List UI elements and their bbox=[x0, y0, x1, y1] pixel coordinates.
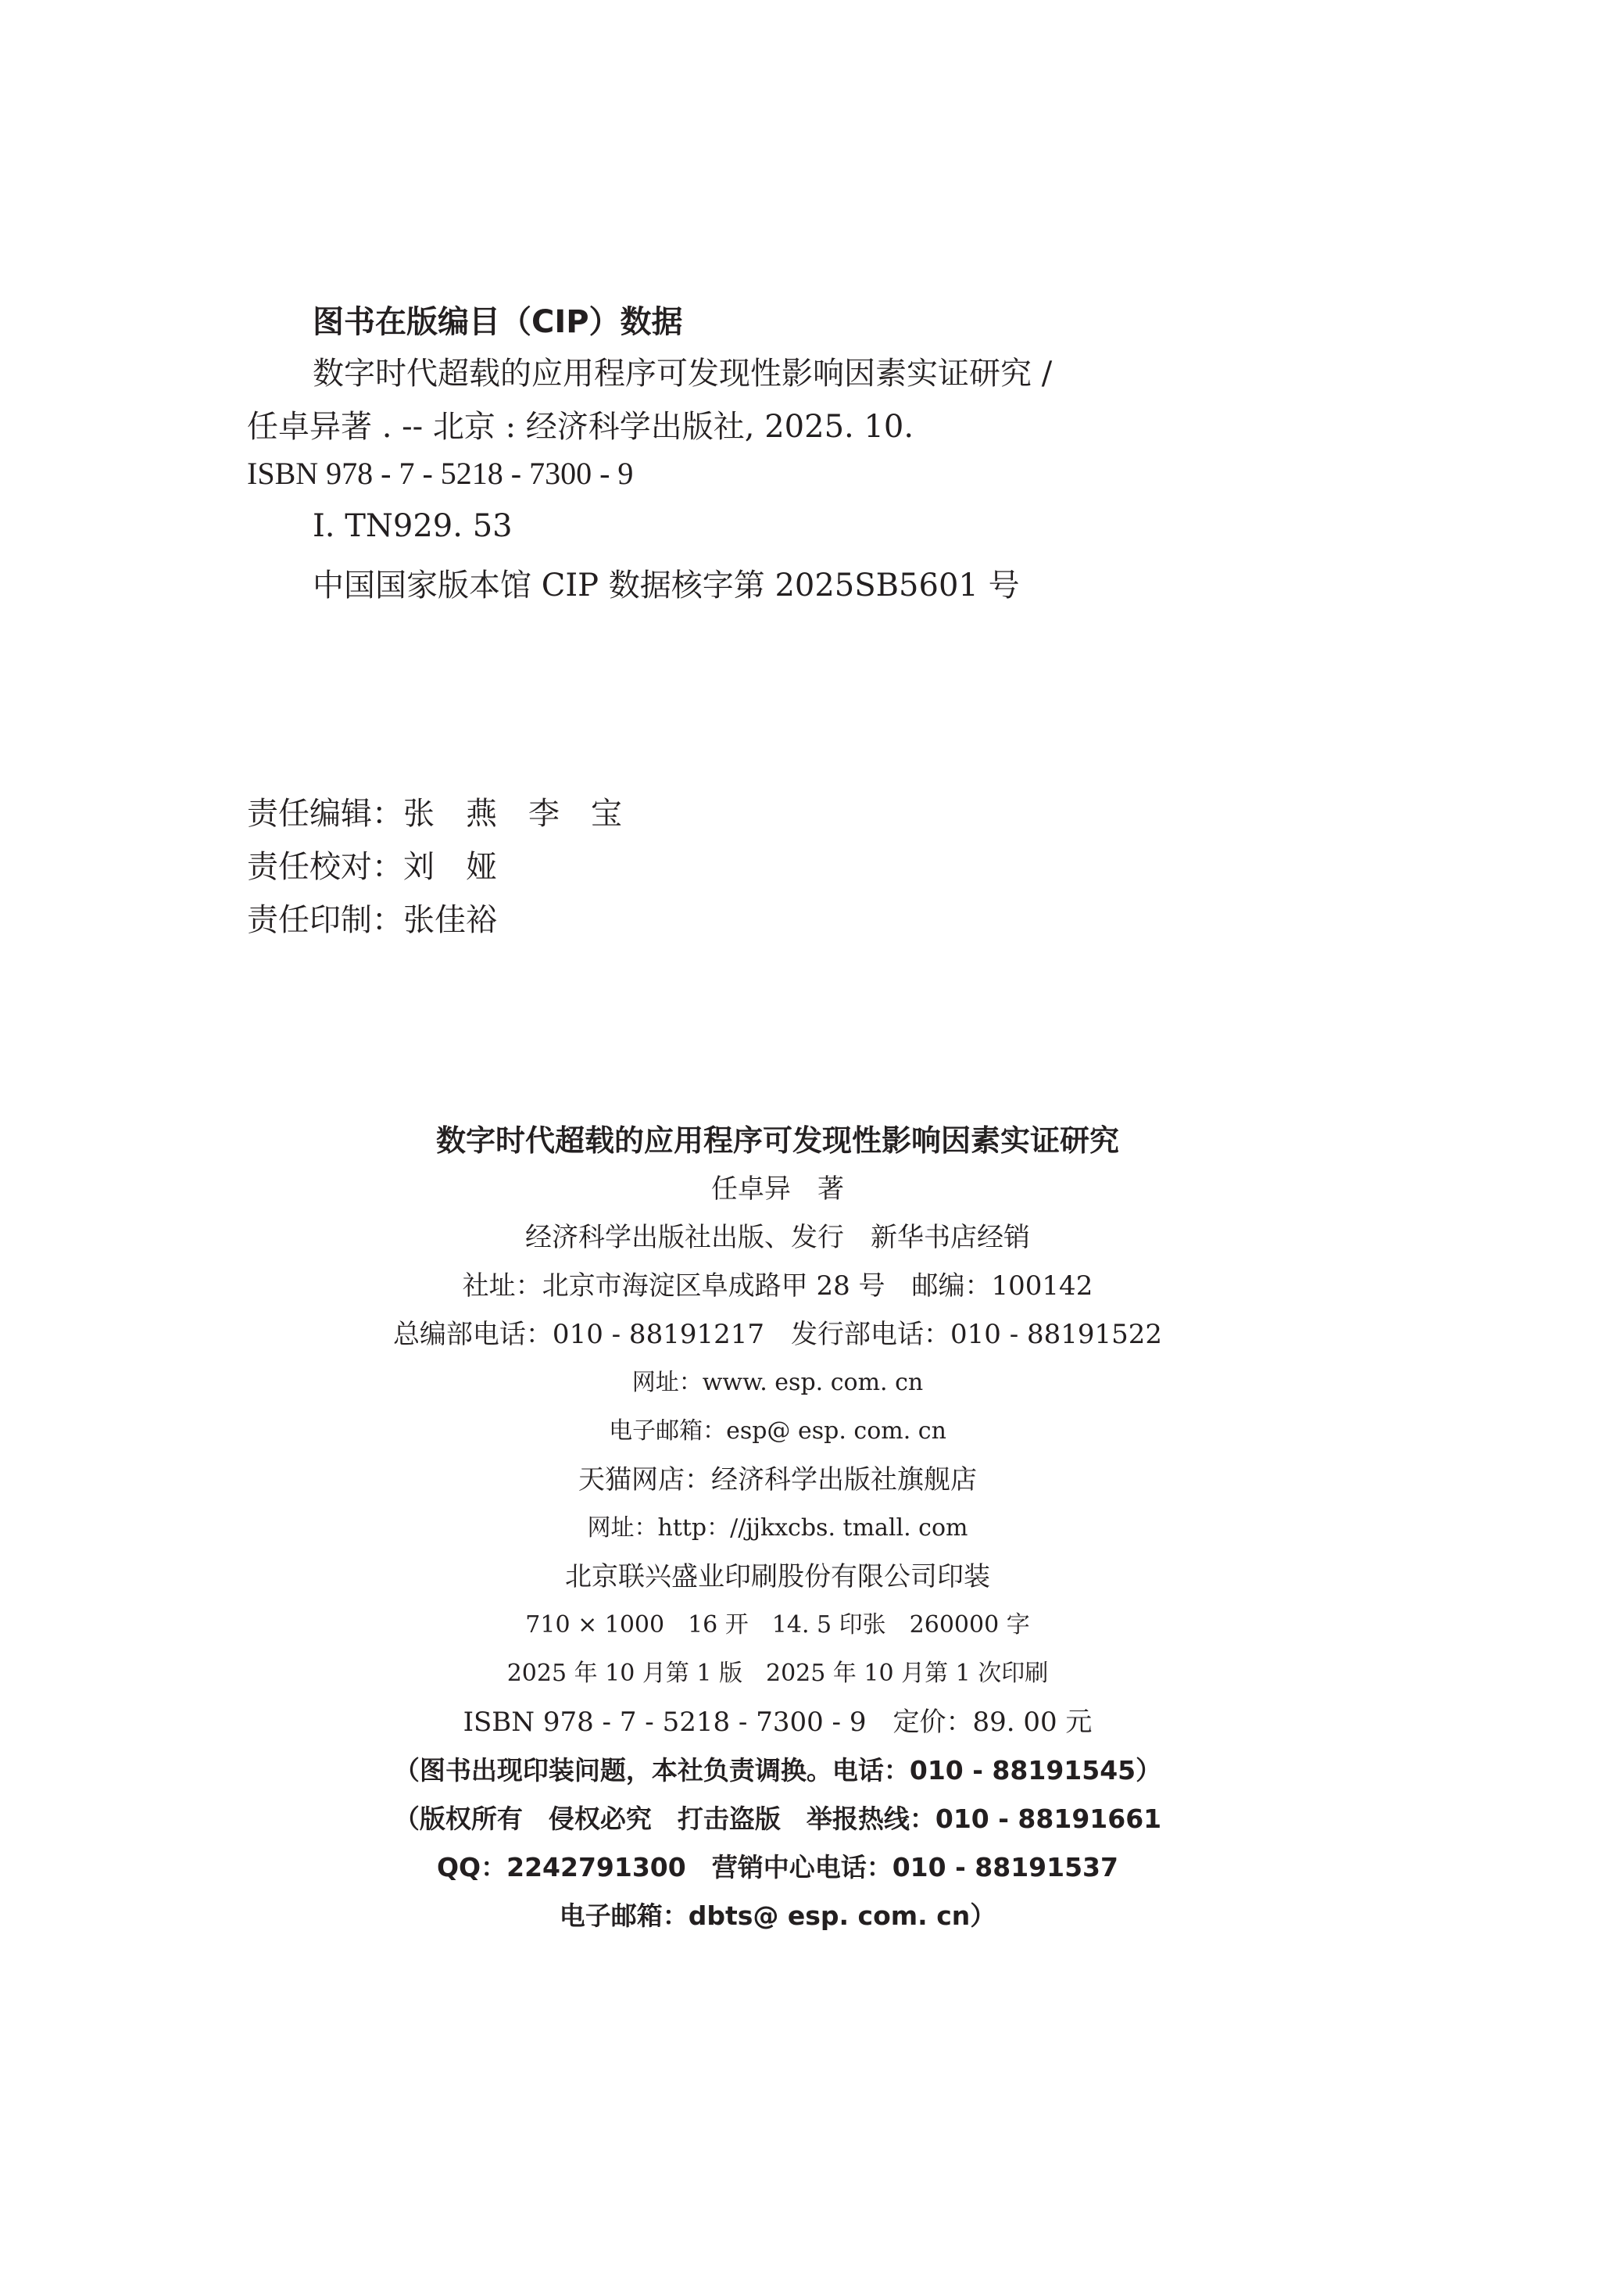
colophon-printer: 北京联兴盛业印刷股份有限公司印装 bbox=[565, 1561, 990, 1592]
responsible-proofreader-names: 刘 娅 bbox=[403, 849, 497, 885]
cip-isbn-line: ISBN 978 - 7 - 5218 - 7300 - 9 bbox=[247, 456, 634, 491]
colophon-tmall-store: 天猫网店：经济科学出版社旗舰店 bbox=[578, 1464, 977, 1495]
colophon-notice-qq: QQ：2242791300 营销中心电话：010 - 88191537 bbox=[437, 1852, 1118, 1882]
cip-author-line: 任卓异著 . -- 北京 : 经济科学出版社, 2025. 10. bbox=[247, 409, 914, 445]
cip-heading: 图书在版编目（CIP）数据 bbox=[313, 304, 683, 340]
responsible-proofreader-label: 责任校对： bbox=[247, 849, 403, 885]
colophon-notice-copyright: （版权所有 侵权必究 打击盗版 举报热线：010 - 88191661 bbox=[393, 1804, 1162, 1834]
colophon-phones: 总编部电话：010 - 88191217 发行部电话：010 - 88191522 bbox=[392, 1319, 1163, 1350]
colophon bbox=[0, 1116, 1555, 1940]
colophon-title: 数字时代超载的应用程序可发现性影响因素实证研究 bbox=[435, 1123, 1119, 1158]
responsible-editors-names: 张 燕 李 宝 bbox=[403, 796, 622, 832]
colophon-publisher: 经济科学出版社出版、发行 新华书店经销 bbox=[525, 1222, 1030, 1253]
responsible-editors bbox=[247, 789, 622, 833]
colophon-format: 710 × 1000 16 开 14. 5 印张 260000 字 bbox=[525, 1611, 1030, 1639]
cip-title-line: 数字时代超载的应用程序可发现性影响因素实证研究 / bbox=[313, 356, 1053, 392]
responsible-proofreader bbox=[247, 842, 497, 887]
cip-classification-line: Ⅰ. TN929. 53 bbox=[313, 508, 513, 544]
colophon-edition: 2025 年 10 月第 1 版 2025 年 10 月第 1 次印刷 bbox=[506, 1660, 1049, 1687]
responsible-printing-names: 张佳裕 bbox=[403, 902, 497, 938]
cip-record-number-line: 中国国家版本馆 CIP 数据核字第 2025SB5601 号 bbox=[313, 568, 1020, 604]
colophon-author: 任卓异 著 bbox=[711, 1173, 844, 1205]
responsible-printing bbox=[247, 895, 497, 940]
colophon-notice-replacement: （图书出现印装问题，本社负责调换。电话：010 - 88191545） bbox=[393, 1755, 1162, 1786]
colophon-tmall-url: 网址：http：//jjkxcbs. tmall. com bbox=[587, 1514, 968, 1542]
colophon-notice-email: 电子邮箱：dbts@ esp. com. cn） bbox=[559, 1900, 996, 1931]
responsible-printing-label: 责任印制： bbox=[247, 902, 403, 938]
colophon-address: 社址：北京市海淀区阜成路甲 28 号 邮编：100142 bbox=[462, 1270, 1093, 1302]
colophon-email: 电子邮箱：esp@ esp. com. cn bbox=[609, 1417, 946, 1445]
responsible-editors-label: 责任编辑： bbox=[247, 796, 403, 832]
colophon-isbn-price: ISBN 978 - 7 - 5218 - 7300 - 9 定价：89. 00 元 bbox=[463, 1707, 1093, 1738]
colophon-website: 网址：www. esp. com. cn bbox=[631, 1369, 924, 1396]
